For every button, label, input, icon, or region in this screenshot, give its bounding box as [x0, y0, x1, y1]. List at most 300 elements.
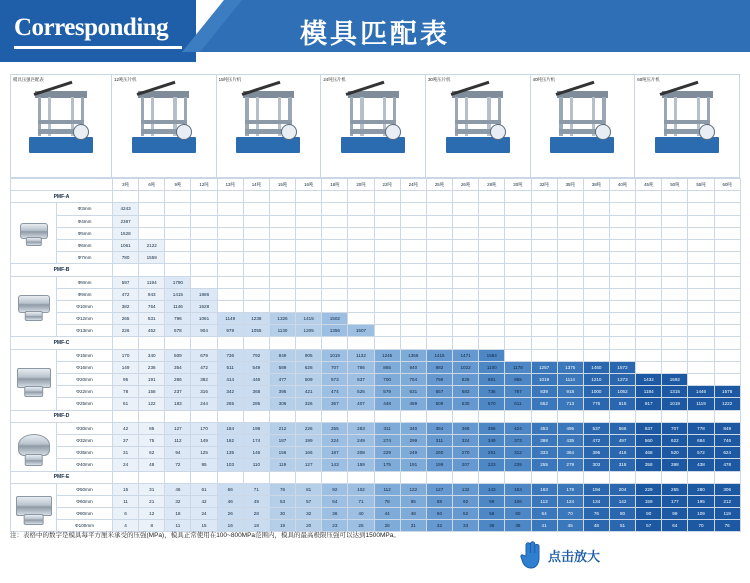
pressure-cell: 303: [583, 459, 609, 471]
pressure-cell: 311: [374, 422, 400, 434]
pressure-cell: 64: [531, 508, 557, 520]
pressure-cell: [217, 239, 243, 251]
pressure-cell: [636, 252, 662, 264]
pressure-cell: 32: [296, 508, 322, 520]
pressure-cell: 178: [557, 483, 583, 495]
pressure-cell: [374, 252, 400, 264]
group-row-filler: [453, 264, 479, 276]
pressure-cell: [609, 203, 635, 215]
pressure-cell: [374, 276, 400, 288]
column-header: 3吨: [113, 179, 139, 191]
pressure-cell: 477: [269, 374, 295, 386]
pressure-cell: 530: [453, 398, 479, 410]
group-name: PMF-C: [11, 337, 113, 349]
pressure-cell: [714, 215, 740, 227]
pressure-cell: 478: [714, 459, 740, 471]
pressure-cell: 183: [165, 398, 191, 410]
pressure-cell: 1375: [557, 361, 583, 373]
pressure-cell: 1460: [583, 361, 609, 373]
pressure-cell: 448: [374, 398, 400, 410]
pressure-cell: 637: [348, 374, 374, 386]
group-row-filler: [217, 264, 243, 276]
group-row-filler: [609, 264, 635, 276]
pressure-cell: 395: [583, 447, 609, 459]
pressure-cell: [505, 215, 531, 227]
pressure-cell: 156: [269, 447, 295, 459]
pressure-cell: 110: [243, 459, 269, 471]
pressure-cell: [348, 239, 374, 251]
pressure-cell: 1886: [191, 288, 217, 300]
pressure-cell: 570: [479, 398, 505, 410]
pressure-cell: [165, 227, 191, 239]
pressure-cell: [714, 349, 740, 361]
pressure-cell: 244: [191, 398, 217, 410]
group-row-filler: [505, 264, 531, 276]
pressure-cell: [636, 239, 662, 251]
column-header: 22吨: [374, 179, 400, 191]
pressure-cell: 31: [139, 483, 165, 495]
pressure-cell: [583, 300, 609, 312]
row-size-label: Φ40mm: [57, 459, 113, 471]
pressure-cell: 260: [426, 447, 452, 459]
pressure-cell: 364: [557, 447, 583, 459]
pressure-cell: 143: [479, 483, 505, 495]
pressure-cell: 446: [243, 374, 269, 386]
group-row-filler: [688, 264, 714, 276]
group-row-filler: [714, 264, 740, 276]
die-mold-icon: [11, 483, 57, 532]
pressure-cell: 474: [322, 386, 348, 398]
group-row-filler: [348, 337, 374, 349]
pressure-cell: 299: [400, 434, 426, 446]
pressure-cell: [426, 215, 452, 227]
row-size-label: Φ20mm: [57, 374, 113, 386]
pressure-cell: 194: [583, 483, 609, 495]
group-row-filler: [557, 471, 583, 483]
pressure-cell: 509: [296, 374, 322, 386]
pressure-cell: 311: [426, 434, 452, 446]
group-row-filler: [374, 337, 400, 349]
table-header-row: [11, 179, 741, 191]
group-row-filler: [348, 191, 374, 203]
group-row-filler: [139, 337, 165, 349]
pressure-cell: [479, 203, 505, 215]
pressure-cell: 24: [113, 459, 139, 471]
pressure-cell: 624: [714, 447, 740, 459]
pressure-cell: 28: [243, 508, 269, 520]
pressure-cell: 746: [714, 434, 740, 446]
pressure-cell: [557, 252, 583, 264]
group-row-filler: [217, 191, 243, 203]
group-row-filler: [453, 191, 479, 203]
pressure-cell: [322, 215, 348, 227]
column-header: 38吨: [583, 179, 609, 191]
group-row-filler: [322, 410, 348, 422]
pressure-cell: 312: [505, 447, 531, 459]
pressure-cell: 778: [688, 422, 714, 434]
group-row-filler: [688, 410, 714, 422]
group-title-row: [11, 471, 741, 483]
pressure-cell: 23: [322, 520, 348, 532]
pressure-cell: 198: [243, 422, 269, 434]
pressure-cell: [531, 252, 557, 264]
pressure-cell: 37: [113, 434, 139, 446]
pressure-cell: 170: [191, 422, 217, 434]
pressure-cell: 64: [662, 520, 688, 532]
pressure-cell: 132: [453, 483, 479, 495]
group-row-filler: [400, 337, 426, 349]
pressure-cell: [217, 288, 243, 300]
pressure-cell: 76: [583, 508, 609, 520]
group-row-filler: [479, 264, 505, 276]
pressure-cell: [505, 349, 531, 361]
pressure-cell: 839: [531, 386, 557, 398]
pressure-cell: [269, 300, 295, 312]
group-row-filler: [505, 337, 531, 349]
pressure-cell: 435: [557, 434, 583, 446]
row-size-label: Φ5mm: [57, 227, 113, 239]
group-row-filler: [636, 471, 662, 483]
pressure-cell: 142: [609, 495, 635, 507]
pressure-cell: [217, 215, 243, 227]
pressure-cell: [714, 325, 740, 337]
group-row-filler: [453, 471, 479, 483]
pressure-cell: [557, 215, 583, 227]
pressure-cell: [243, 252, 269, 264]
pressure-cell: 95: [113, 374, 139, 386]
pressure-cell: [191, 252, 217, 264]
group-row-filler: [269, 264, 295, 276]
pressure-cell: [165, 203, 191, 215]
column-header: 40吨: [609, 179, 635, 191]
pressure-cell: 472: [113, 288, 139, 300]
pressure-cell: 122: [400, 483, 426, 495]
pressure-cell: [609, 252, 635, 264]
pressure-cell: [688, 288, 714, 300]
column-header: 16吨: [296, 179, 322, 191]
group-row-filler: [269, 337, 295, 349]
pressure-cell: 76: [269, 483, 295, 495]
group-row-filler: [479, 471, 505, 483]
pressure-cell: 572: [688, 447, 714, 459]
pressure-cell: 472: [583, 434, 609, 446]
pressure-cell: 579: [374, 386, 400, 398]
pressure-cell: 531: [139, 313, 165, 325]
pressure-cell: [583, 325, 609, 337]
pressure-cell: 1149: [217, 313, 243, 325]
row-size-label: Φ8mm: [57, 276, 113, 288]
pressure-cell: 20: [296, 520, 322, 532]
pressure-cell: 127: [296, 459, 322, 471]
pressure-cell: [426, 276, 452, 288]
pressure-cell: [322, 239, 348, 251]
group-row-filler: [374, 471, 400, 483]
pressure-cell: 1000: [583, 386, 609, 398]
group-row-filler: [688, 191, 714, 203]
row-size-label: Φ32mm: [57, 434, 113, 446]
group-row-filler: [636, 191, 662, 203]
pressure-cell: [348, 203, 374, 215]
row-size-label: Φ35mm: [57, 447, 113, 459]
machine-label: 12吨压片机: [114, 77, 137, 82]
pressure-cell: [505, 203, 531, 215]
pressure-cell: 274: [374, 434, 400, 446]
pressure-cell: 146: [243, 447, 269, 459]
pressure-cell: [557, 227, 583, 239]
pressure-cell: 229: [636, 483, 662, 495]
row-size-label: Φ80mm: [57, 508, 113, 520]
pressure-cell: 223: [479, 459, 505, 471]
pressure-cell: 191: [139, 374, 165, 386]
pressure-cell: 340: [139, 349, 165, 361]
pressure-cell: 589: [269, 361, 295, 373]
pressure-cell: 92: [322, 483, 348, 495]
row-size-label: Φ13mm: [57, 325, 113, 337]
group-row-filler: [374, 410, 400, 422]
pressure-cell: 373: [505, 434, 531, 446]
pressure-cell: 472: [191, 361, 217, 373]
group-row-filler: [531, 471, 557, 483]
pressure-cell: 622: [662, 434, 688, 446]
group-row-filler: [243, 471, 269, 483]
pressure-cell: [714, 252, 740, 264]
pressure-cell: 208: [348, 447, 374, 459]
pressure-cell: 15: [113, 483, 139, 495]
pressure-cell: [505, 227, 531, 239]
pressure-cell: 349: [479, 434, 505, 446]
pressure-cell: 318: [609, 459, 635, 471]
pressure-cell: [531, 349, 557, 361]
pressure-cell: 56: [479, 508, 505, 520]
table-row: [11, 203, 741, 215]
footnote: 注：表格中的数字是模具每平方厘米承受的压强(MPa)，模具正常使用在100~800MPa范围内，模具的最高极限压强可以达到1500MPa。: [10, 532, 400, 539]
pressure-cell: 85: [400, 495, 426, 507]
pressure-cell: 159: [348, 459, 374, 471]
group-row-filler: [165, 410, 191, 422]
pressure-cell: 229: [374, 447, 400, 459]
press-machine-illustration: [29, 91, 93, 153]
pressure-cell: 787: [505, 386, 531, 398]
pressure-cell: 291: [479, 447, 505, 459]
group-row-filler: [139, 264, 165, 276]
pressure-cell: 255: [322, 422, 348, 434]
group-title-row: [11, 264, 741, 276]
pressure-cell: [243, 276, 269, 288]
machine-cell-1: [112, 74, 217, 178]
table-row: [11, 252, 741, 264]
group-row-filler: [531, 191, 557, 203]
pressure-cell: [662, 252, 688, 264]
pressure-cell: [453, 288, 479, 300]
pressure-cell: 849: [269, 349, 295, 361]
group-row-filler: [139, 410, 165, 422]
pressure-cell: 199: [296, 434, 322, 446]
row-size-label: Φ60mm: [57, 495, 113, 507]
pressure-cell: 367: [322, 398, 348, 410]
pressure-cell: 324: [453, 434, 479, 446]
group-row-filler: [322, 191, 348, 203]
pressure-cell: 452: [139, 325, 165, 337]
table-row: [11, 508, 741, 520]
group-row-filler: [296, 264, 322, 276]
pressure-cell: [662, 288, 688, 300]
machine-label: 24吨压片机: [323, 77, 346, 82]
group-row-filler: [243, 264, 269, 276]
pressure-cell: [400, 313, 426, 325]
pressure-cell: 1273: [609, 374, 635, 386]
pressure-cell: [374, 239, 400, 251]
pressure-cell: [505, 313, 531, 325]
group-row-filler: [479, 191, 505, 203]
pressure-cell: 239: [505, 459, 531, 471]
row-size-label: Φ15mm: [57, 349, 113, 361]
pressure-cell: 12: [139, 508, 165, 520]
group-row-filler: [636, 410, 662, 422]
group-row-filler: [348, 410, 374, 422]
pressure-cell: 2122: [139, 239, 165, 251]
pressure-cell: 11: [113, 495, 139, 507]
pressure-cell: 905: [296, 349, 322, 361]
pressure-cell: [217, 300, 243, 312]
pressure-cell: 53: [269, 495, 295, 507]
pressure-cell: 438: [688, 459, 714, 471]
pressure-cell: 286: [165, 374, 191, 386]
pressure-cell: 306: [269, 398, 295, 410]
column-header: 55吨: [688, 179, 714, 191]
pressure-cell: 796: [165, 313, 191, 325]
pressure-cell: [688, 227, 714, 239]
pressure-cell: [688, 349, 714, 361]
pressure-cell: [688, 252, 714, 264]
pressure-cell: 1184: [636, 386, 662, 398]
pressure-cell: 255: [662, 483, 688, 495]
pressure-cell: 1507: [348, 325, 374, 337]
group-row-filler: [479, 337, 505, 349]
column-header: 6吨: [139, 179, 165, 191]
pressure-cell: [217, 203, 243, 215]
pressure-cell: [662, 276, 688, 288]
pressure-cell: 566: [609, 422, 635, 434]
group-row-filler: [348, 264, 374, 276]
group-row-filler: [426, 191, 452, 203]
pressure-cell: 764: [400, 374, 426, 386]
pressure-cell: 187: [322, 447, 348, 459]
pressure-cell: 683: [453, 386, 479, 398]
pressure-cell: [662, 361, 688, 373]
pressure-cell: 904: [191, 325, 217, 337]
pressure-cell: [636, 300, 662, 312]
pressure-cell: 113: [531, 495, 557, 507]
group-row-filler: [662, 471, 688, 483]
pressure-cell: 979: [217, 325, 243, 337]
group-row-filler: [531, 337, 557, 349]
pressure-cell: 796: [426, 374, 452, 386]
pressure-cell: [243, 300, 269, 312]
pressure-cell: [348, 276, 374, 288]
pressure-cell: 940: [400, 361, 426, 373]
pressure-cell: 560: [636, 434, 662, 446]
pressure-cell: [296, 300, 322, 312]
pressure-cell: 776: [583, 398, 609, 410]
pressure-cell: [191, 239, 217, 251]
pressure-cell: 57: [636, 520, 662, 532]
pressure-cell: [636, 325, 662, 337]
group-row-filler: [426, 337, 452, 349]
pressure-cell: [531, 203, 557, 215]
pressure-cell: [714, 276, 740, 288]
pressure-cell: 316: [191, 386, 217, 398]
mold-pressure-table: [10, 178, 741, 532]
pressure-cell: 124: [557, 495, 583, 507]
pressure-cell: 48: [139, 459, 165, 471]
pressure-cell: [531, 227, 557, 239]
pressure-cell: 106: [505, 495, 531, 507]
group-name: PMF-A: [11, 191, 113, 203]
column-header: 18吨: [322, 179, 348, 191]
press-machine-illustration: [446, 91, 510, 153]
pressure-cell: 71: [348, 495, 374, 507]
machine-cell-header: [10, 74, 112, 178]
pressure-cell: 76: [714, 520, 740, 532]
column-header: 13吨: [217, 179, 243, 191]
pressure-cell: [688, 300, 714, 312]
pressure-cell: [217, 227, 243, 239]
machine-label: 60吨压片机: [637, 77, 660, 82]
group-row-filler: [113, 264, 139, 276]
pressure-cell: 1222: [714, 398, 740, 410]
group-row-filler: [217, 410, 243, 422]
group-row-filler: [662, 337, 688, 349]
machine-cell-4: [426, 74, 531, 178]
pressure-cell: 414: [217, 374, 243, 386]
pressure-cell: [688, 361, 714, 373]
pressure-cell: 1415: [165, 288, 191, 300]
pressure-cell: 48: [583, 520, 609, 532]
group-row-filler: [453, 410, 479, 422]
group-row-filler: [296, 410, 322, 422]
pressure-cell: [426, 227, 452, 239]
pressure-cell: [296, 276, 322, 288]
group-row-filler: [400, 471, 426, 483]
pressure-cell: [348, 252, 374, 264]
pressure-cell: [139, 215, 165, 227]
pressure-cell: 736: [479, 386, 505, 398]
pressure-cell: [557, 203, 583, 215]
pressure-cell: [557, 325, 583, 337]
pressure-cell: 70: [688, 520, 714, 532]
group-row-filler: [557, 410, 583, 422]
pressure-cell: [479, 227, 505, 239]
pressure-cell: 99: [479, 495, 505, 507]
pressure-cell: 4243: [113, 203, 139, 215]
zoom-hint[interactable]: [517, 540, 600, 570]
pressure-cell: 66: [217, 483, 243, 495]
group-row-filler: [322, 337, 348, 349]
pressure-cell: 657: [426, 386, 452, 398]
pressure-cell: [531, 276, 557, 288]
pressure-cell: 631: [400, 386, 426, 398]
pressure-cell: 340: [400, 422, 426, 434]
pressure-cell: 395: [269, 386, 295, 398]
pressure-cell: 177: [662, 495, 688, 507]
pressure-cell: 917: [636, 398, 662, 410]
pressure-cell: [662, 349, 688, 361]
pressure-cell: 28: [374, 520, 400, 532]
group-row-filler: [609, 410, 635, 422]
pressure-cell: 42: [113, 422, 139, 434]
table-row: [11, 349, 741, 361]
group-row-filler: [113, 471, 139, 483]
